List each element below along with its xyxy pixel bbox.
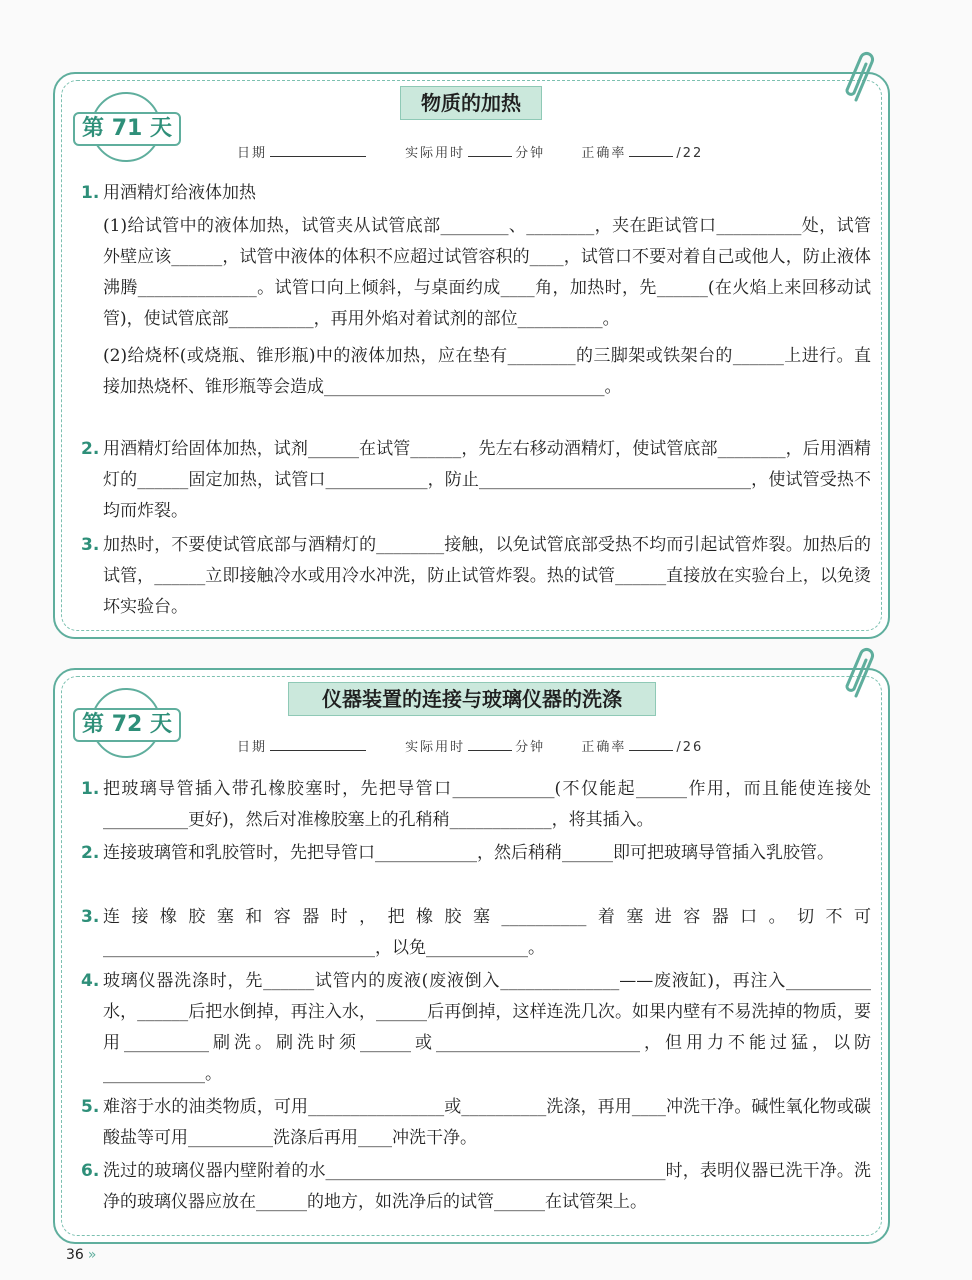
accuracy-total: /26	[676, 740, 704, 755]
time-field[interactable]	[468, 144, 512, 157]
question-part-2: (2)给烧杯(或烧瓶、锥形瓶)中的液体加热，应在垫有________的三脚架或铁架台的______上进行。直接加热烧杯、锥形瓶等会造成_________________________________。	[103, 346, 871, 397]
question-text: 加热时，不要使试管底部与酒精灯的________接触，以免试管底部受热不均而引起试管炸裂。加热后的试管，______立即接触冷水或用冷水冲洗，防止试管炸裂。热的试管______直接放在实验台上，以免烫坏实验台。	[103, 535, 871, 617]
section-card-71	[53, 72, 890, 639]
question-text: 连接橡胶塞和容器时，把橡胶塞__________着塞进容器口。切不可________________________________，以免____________。	[103, 907, 871, 958]
question-number: 5.	[81, 1097, 100, 1117]
paperclip-icon	[842, 48, 882, 108]
accuracy-label: 正确率	[581, 740, 627, 755]
question-3	[81, 902, 871, 964]
question-text: 用酒精灯给液体加热	[103, 183, 256, 203]
question-2	[81, 838, 871, 869]
section-title: 物质的加热	[400, 86, 542, 120]
question-number: 6.	[81, 1161, 100, 1181]
question-text: 用酒精灯给固体加热，试剂______在试管______，先左右移动酒精灯，使试管底部________，后用酒精灯的______固定加热，试管口____________，防止________________________________，使试管受热不均而炸裂。	[103, 439, 871, 521]
question-number: 1.	[81, 183, 100, 203]
day-badge	[73, 688, 177, 758]
question-3	[81, 530, 871, 623]
question-text: 洗过的玻璃仪器内壁附着的水________________________________________时，表明仪器已洗干净。洗净的玻璃仪器应放在______的地方，如洗净后的试管______在试管架上。	[103, 1161, 871, 1212]
section-title: 仪器装置的连接与玻璃仪器的洗涤	[288, 682, 656, 716]
accuracy-field[interactable]	[629, 144, 673, 157]
page-number	[66, 1247, 96, 1263]
accuracy-label: 正确率	[581, 146, 627, 161]
question-number: 1.	[81, 779, 100, 799]
question-1	[81, 774, 871, 836]
question-number: 4.	[81, 971, 100, 991]
section-card-72	[53, 668, 890, 1244]
question-6	[81, 1156, 871, 1218]
meta-row	[237, 736, 703, 755]
day-label: 第 71 天	[73, 112, 181, 146]
date-label: 日期	[237, 740, 268, 755]
question-number: 3.	[81, 907, 100, 927]
question-1	[81, 178, 871, 403]
date-label: 日期	[237, 146, 268, 161]
accuracy-field[interactable]	[629, 738, 673, 751]
day-label: 第 72 天	[73, 708, 181, 742]
question-2	[81, 434, 871, 527]
page-number-value: 36	[66, 1247, 84, 1263]
question-number: 3.	[81, 535, 100, 555]
date-field[interactable]	[270, 738, 366, 751]
minutes-label: 分钟	[515, 146, 546, 161]
question-4	[81, 966, 871, 1090]
question-part-1: (1)给试管中的液体加热，试管夹从试管底部________、________，夹在距试管口__________处，试管外壁应该______，试管中液体的体积不应超过试管容积的____，试管口不要对着自己或他人，防止液体沸腾______________。试管口向上倾斜，与桌面约成____角，加热时，先______(在火焰上来回移动试管)，使试管底部__________，再用外焰对着试剂的部位__________。	[103, 216, 871, 329]
question-text: 玻璃仪器洗涤时，先______试管内的废液(废液倒入______________——废液缸)，再注入__________水，______后把水倒掉，再注入水，______后再倒掉，这样连洗几次。如果内壁有不易洗掉的物质，要用__________刷洗。刷洗时须______或________________________，但用力不能过猛，以防____________。	[103, 971, 871, 1084]
question-text: 难溶于水的油类物质，可用________________或__________洗涤，再用____冲洗干净。碱性氧化物或碳酸盐等可用__________洗涤后再用____冲洗干净。	[103, 1097, 871, 1148]
question-text: 连接玻璃管和乳胶管时，先把导管口____________，然后稍稍______即可把玻璃导管插入乳胶管。	[103, 843, 834, 863]
meta-row	[237, 142, 703, 161]
question-5	[81, 1092, 871, 1154]
question-number: 2.	[81, 843, 100, 863]
next-arrow-icon: »	[87, 1247, 97, 1263]
day-badge	[73, 92, 177, 162]
time-label: 实际用时	[405, 740, 466, 755]
question-number: 2.	[81, 439, 100, 459]
accuracy-total: /22	[676, 146, 704, 161]
time-label: 实际用时	[405, 146, 466, 161]
time-field[interactable]	[468, 738, 512, 751]
date-field[interactable]	[270, 144, 366, 157]
minutes-label: 分钟	[515, 740, 546, 755]
question-text: 把玻璃导管插入带孔橡胶塞时，先把导管口____________(不仅能起______作用，而且能使连接处__________更好)，然后对准橡胶塞上的孔稍稍____________，将其插入。	[103, 779, 871, 830]
paperclip-icon	[842, 644, 882, 704]
